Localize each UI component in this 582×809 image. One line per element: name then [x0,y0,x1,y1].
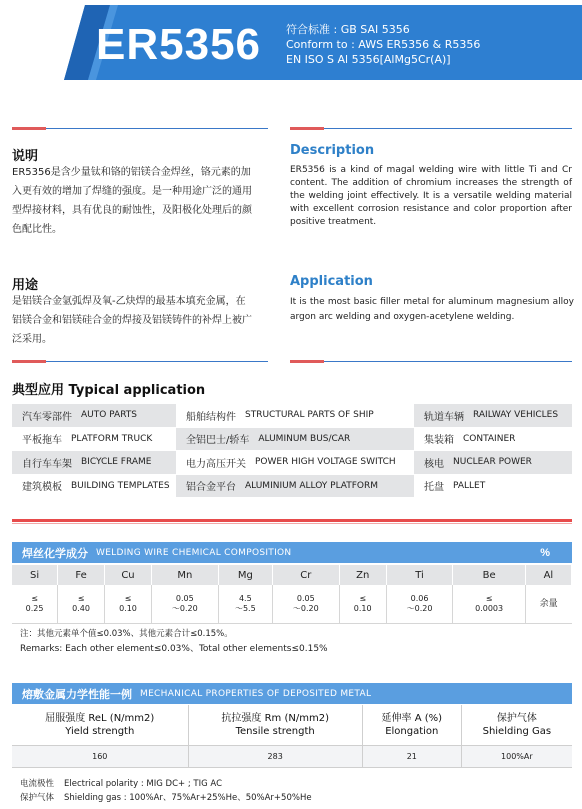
header-line: Tensile strength [235,725,315,737]
element-header: Si [12,565,58,585]
application-text-en: It is the most basic filler metal for aluminum magnesium alloy argon arc welding and oxygen-acetylene welding. [290,297,574,322]
chemical-band [12,542,572,563]
value-line: ～0.20 [406,603,433,613]
app-item-en: POWER HIGH VOLTAGE SWITCH [255,457,396,468]
section-rule [12,128,268,129]
text-line: 入更有效的增加了焊缝的强度。是一种用途广泛的通用 [12,186,252,197]
mechanical-band-cn: 熔敷金属力学性能一例 [22,687,132,701]
typical-application-grid [12,404,572,498]
app-item-cn: 平板拖车 [22,435,62,447]
value-line: 0.05 [175,593,194,603]
value-line: ～0.20 [292,603,319,613]
section-rule [290,361,572,362]
app-item-en: PALLET [453,480,486,491]
polarity-text: Electrical polarity : MIG DC+ ; TIG AC [64,779,223,789]
app-item-cn: 全铝巴士/轿车 [186,435,250,447]
element-header: Ti [386,565,453,585]
property-value: 21 [362,745,461,767]
element-value [151,585,218,623]
app-item-en: RAILWAY VEHICLES [473,410,559,421]
chemical-table [12,565,572,624]
element-value [386,585,453,623]
app-item [12,404,176,427]
app-row [12,428,572,452]
value-line: 0.06 [410,593,429,603]
gas-label-cn: 保护气体 [20,793,55,803]
value-line: ～0.20 [171,603,198,613]
mechanical-table [12,705,572,768]
description-heading-cn: 说明 [12,149,39,164]
property-value: 100%Ar [461,745,572,767]
app-item [12,475,176,498]
value-line: 0.05 [296,593,315,603]
application-heading-cn: 用途 [12,278,39,293]
app-item-cn: 轨道车辆 [424,411,464,423]
header-line: Shielding Gas [482,725,552,737]
app-item-en: AUTO PARTS [81,410,138,421]
header-line: 保护气体 [496,712,537,724]
chemical-value-row [12,585,572,623]
app-item-en: ALUMINIUM ALLOY PLATFORM [245,480,379,491]
property-header [362,705,461,745]
value-line: ≤ [77,593,85,603]
header-line: Elongation [385,725,439,737]
app-item-en: STRUCTURAL PARTS OF SHIP [245,410,374,421]
element-header: Fe [58,565,105,585]
app-item [176,404,414,427]
typical-application-title: 典型应用 Typical application [12,383,206,398]
mechanical-value-row [12,745,572,767]
mechanical-header-row [12,705,572,745]
app-item [414,428,572,451]
value-line: 0.10 [353,603,372,613]
description-text-cn [12,163,274,239]
app-item-cn: 船舶结构件 [186,411,236,423]
app-item-cn: 铝合金平台 [186,482,236,494]
chemical-band-en: WELDING WIRE CHEMICAL COMPOSITION [96,547,292,558]
gas-text: Shielding gas : 100%Ar、75%Ar+25%He、50%Ar+50%He [64,793,312,803]
header-line: Yield strength [65,725,135,737]
value-line: 0.25 [25,603,44,613]
standards-block [286,22,480,67]
app-item-cn: 汽车零部件 [22,411,72,423]
mechanical-band-en: MECHANICAL PROPERTIES OF DEPOSITED METAL [140,688,372,699]
section-divider [12,519,572,522]
app-item-en: PLATFORM TRUCK [71,433,153,444]
app-item-en: NUCLEAR POWER [453,457,532,468]
text-line: 型焊接材料，具有优良的耐蚀性，及阳极化处理后的颜 [12,205,252,216]
element-header: Be [453,565,525,585]
standard-line: EN ISO S Al 5356[AlMg5Cr(A)] [286,53,451,66]
element-value [339,585,386,623]
product-title: ER5356 [96,20,262,69]
text-line: 是铝镁合金氩弧焊及氧-乙炔焊的最基本填充金属，在 [12,296,246,307]
text-line: ER5356是含少量钛和铬的铝镁合金焊丝，铬元素的加 [12,167,251,178]
property-header [461,705,572,745]
application-text-cn [12,292,274,349]
app-row [12,451,572,475]
app-item-cn: 托盘 [424,482,444,494]
app-item [414,475,572,498]
app-item-cn: 核电 [424,458,444,470]
section-rule [12,361,268,362]
polarity-label-cn: 电流极性 [20,779,55,789]
application-heading-en: Application [290,274,373,289]
element-header: Al [525,565,571,585]
element-value [218,585,272,623]
property-value: 160 [12,745,188,767]
chemical-band-cn: 焊丝化学成分 [22,546,88,560]
mechanical-band [12,683,572,704]
element-value [272,585,339,623]
standard-line: 符合标准 : GB SAI 5356 [286,23,410,36]
app-item-cn: 建筑模板 [22,482,62,494]
standard-line: Conform to : AWS ER5356 & R5356 [286,38,481,51]
section-divider [12,523,572,524]
value-line: ≤ [31,593,38,603]
app-item [414,451,572,474]
app-item-cn: 电力高压开关 [186,458,246,470]
polarity-line [20,777,222,789]
app-item [414,404,572,427]
app-item [176,475,414,498]
description-heading-en: Description [290,143,375,158]
value-line: 0.40 [72,603,90,613]
element-header: Zn [339,565,386,585]
app-item [176,451,414,474]
element-value [105,585,152,623]
element-header: Mn [151,565,218,585]
element-value [453,585,525,623]
value-line: 0.10 [119,603,137,613]
text-line: 泛采用。 [12,334,52,345]
app-row [12,475,572,499]
gas-line [20,791,312,803]
property-value: 283 [188,745,362,767]
app-item-en: BUILDING TEMPLATES [71,480,170,491]
value-line: ≤ [359,593,367,603]
header-line: 抗拉强度 Rm (N/mm2) [221,712,329,724]
element-value [525,585,571,623]
app-item-en: ALUMINUM BUS/CAR [258,433,351,444]
app-item-en: CONTAINER [463,433,516,444]
element-header: Mg [218,565,272,585]
element-value [58,585,105,623]
property-header [12,705,188,745]
app-item-en: BICYCLE FRAME [81,457,152,468]
value-line: ～5.5 [234,603,256,613]
value-line: 0.0003 [475,603,504,613]
unit-label: % [540,546,550,559]
header-line: 延伸率 A (%) [381,712,443,724]
app-item [12,451,176,474]
app-item-cn: 集装箱 [424,435,454,447]
element-header: Cu [105,565,152,585]
note-cn: 注：其他元素单个值≤0.03%、其他元素合计≤0.15%。 [20,629,233,639]
app-row [12,404,572,428]
header-banner [0,0,582,80]
section-rule [290,128,572,129]
value-line: 余量 [539,598,558,609]
text-line: 铝镁合金和铝镁硅合金的焊接及铝镁铸件的补焊上被广 [12,315,252,326]
header-line: 屈服强度 ReL (N/mm2) [45,712,155,724]
app-item [176,428,414,451]
element-header: Cr [272,565,339,585]
app-item [12,428,176,451]
text-line: 色配比性。 [12,224,62,235]
value-line: ≤ [124,593,132,603]
chemical-header-row [12,565,572,585]
description-text-en: ER5356 is a kind of magal welding wire with little Ti and Cr content. The addition of chromium increases the strength of the welding joint effectively. It is a versatile welding material with excellent corrosion resistance and color proportion after positive treatment. [290,165,572,227]
property-header [188,705,362,745]
app-item-cn: 自行车车架 [22,458,72,470]
note-en: Remarks: Each other element≤0.03%、Total other elements≤0.15% [20,644,328,654]
value-line: 4.5 [238,593,252,603]
value-line: ≤ [485,593,493,603]
element-value [12,585,58,623]
